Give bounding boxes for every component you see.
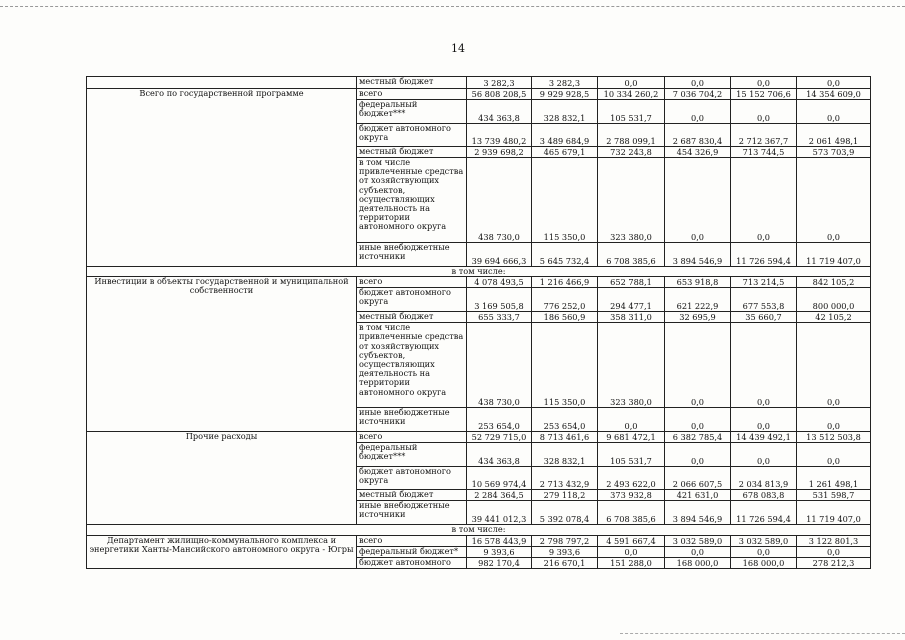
value-cell: 13 739 480,2 — [467, 124, 532, 147]
value-cell: 3 169 505,8 — [467, 288, 532, 312]
table-body — [87, 77, 871, 569]
value-cell: 621 222,9 — [665, 288, 731, 312]
value-cell: 358 311,0 — [598, 312, 665, 323]
row-label: бюджет автономного округа — [357, 288, 467, 312]
value-cell: 732 243,8 — [598, 147, 665, 158]
value-cell: 373 932,8 — [598, 490, 665, 501]
value-cell: 0,0 — [731, 547, 797, 558]
value-cell: 14 354 609,0 — [797, 89, 871, 100]
value-cell: 168 000,0 — [665, 558, 731, 569]
value-cell: 653 918,8 — [665, 277, 731, 288]
value-cell: 2 687 830,4 — [665, 124, 731, 147]
value-cell: 678 083,8 — [731, 490, 797, 501]
value-cell: 0,0 — [598, 408, 665, 432]
table-row — [87, 432, 871, 443]
value-cell: 0,0 — [665, 100, 731, 124]
section-name: Всего по государственной программе — [87, 89, 357, 267]
value-cell: 32 695,9 — [665, 312, 731, 323]
value-cell: 16 578 443,9 — [467, 536, 532, 547]
value-cell: 13 512 503,8 — [797, 432, 871, 443]
value-cell: 2 712 367,7 — [731, 124, 797, 147]
budget-table — [86, 76, 871, 569]
value-cell: 279 118,2 — [532, 490, 598, 501]
value-cell: 9 681 472,1 — [598, 432, 665, 443]
value-cell: 323 380,0 — [598, 158, 665, 243]
value-cell: 0,0 — [665, 408, 731, 432]
value-cell: 3 282,3 — [532, 77, 598, 89]
value-cell: 5 645 732,4 — [532, 243, 598, 267]
value-cell: 0,0 — [731, 408, 797, 432]
value-cell: 0,0 — [797, 323, 871, 408]
row-label: федеральный бюджет*** — [357, 100, 467, 124]
value-cell: 652 788,1 — [598, 277, 665, 288]
value-cell: 115 350,0 — [532, 158, 598, 243]
value-cell: 0,0 — [731, 77, 797, 89]
value-cell: 454 326,9 — [665, 147, 731, 158]
subheader-row — [87, 525, 871, 536]
value-cell: 328 832,1 — [532, 443, 598, 467]
value-cell: 3 032 589,0 — [731, 536, 797, 547]
value-cell: 465 679,1 — [532, 147, 598, 158]
value-cell: 0,0 — [731, 158, 797, 243]
value-cell: 2 713 432,9 — [532, 467, 598, 490]
value-cell: 7 036 704,2 — [665, 89, 731, 100]
value-cell: 655 333,7 — [467, 312, 532, 323]
value-cell: 278 212,3 — [797, 558, 871, 569]
row-label: федеральный бюджет*** — [357, 443, 467, 467]
value-cell: 421 631,0 — [665, 490, 731, 501]
value-cell: 9 393,6 — [467, 547, 532, 558]
value-cell: 3 894 546,9 — [665, 243, 731, 267]
value-cell: 39 441 012,3 — [467, 501, 532, 525]
value-cell: 323 380,0 — [598, 323, 665, 408]
value-cell: 2 493 622,0 — [598, 467, 665, 490]
value-cell: 39 694 666,3 — [467, 243, 532, 267]
value-cell: 2 788 099,1 — [598, 124, 665, 147]
value-cell: 6 708 385,6 — [598, 243, 665, 267]
value-cell: 216 670,1 — [532, 558, 598, 569]
value-cell: 842 105,2 — [797, 277, 871, 288]
value-cell: 1 261 498,1 — [797, 467, 871, 490]
row-label: всего — [357, 89, 467, 100]
row-label: иные внебюджетные источники — [357, 408, 467, 432]
value-cell: 10 334 260,2 — [598, 89, 665, 100]
value-cell: 14 439 492,1 — [731, 432, 797, 443]
value-cell: 677 553,8 — [731, 288, 797, 312]
value-cell: 0,0 — [731, 323, 797, 408]
row-label: в том числе привлеченные средства от хозяйствующих субъектов, осуществляющих деятельность на территории автономного округа — [357, 158, 467, 243]
value-cell: 2 798 797,2 — [532, 536, 598, 547]
value-cell: 3 282,3 — [467, 77, 532, 89]
value-cell: 328 832,1 — [532, 100, 598, 124]
scan-bottom-edge — [620, 633, 905, 634]
row-label: в том числе привлеченные средства от хозяйствующих субъектов, осуществляющих деятельность на территории автономного округа — [357, 323, 467, 408]
value-cell: 253 654,0 — [532, 408, 598, 432]
value-cell: 168 000,0 — [731, 558, 797, 569]
value-cell: 438 730,0 — [467, 323, 532, 408]
value-cell: 3 122 801,3 — [797, 536, 871, 547]
table-row — [87, 77, 871, 89]
value-cell: 115 350,0 — [532, 323, 598, 408]
row-label: местный бюджет — [357, 147, 467, 158]
value-cell: 0,0 — [797, 158, 871, 243]
value-cell: 52 729 715,0 — [467, 432, 532, 443]
value-cell: 0,0 — [665, 443, 731, 467]
value-cell: 35 660,7 — [731, 312, 797, 323]
value-cell: 4 591 667,4 — [598, 536, 665, 547]
value-cell: 2 066 607,5 — [665, 467, 731, 490]
value-cell: 0,0 — [665, 547, 731, 558]
value-cell: 56 808 208,5 — [467, 89, 532, 100]
value-cell: 11 719 407,0 — [797, 501, 871, 525]
value-cell: 713 214,5 — [731, 277, 797, 288]
value-cell: 2 061 498,1 — [797, 124, 871, 147]
value-cell: 0,0 — [665, 323, 731, 408]
table-row — [87, 277, 871, 288]
scan-top-edge — [0, 6, 905, 7]
value-cell: 10 569 974,4 — [467, 467, 532, 490]
value-cell: 8 713 461,6 — [532, 432, 598, 443]
subheader-text: в том числе: — [87, 525, 871, 536]
value-cell: 3 489 684,9 — [532, 124, 598, 147]
value-cell: 3 032 589,0 — [665, 536, 731, 547]
value-cell: 15 152 706,6 — [731, 89, 797, 100]
value-cell: 0,0 — [665, 158, 731, 243]
value-cell: 5 392 078,4 — [532, 501, 598, 525]
value-cell: 438 730,0 — [467, 158, 532, 243]
subheader-text: в том числе: — [87, 267, 871, 277]
table-row — [87, 536, 871, 547]
value-cell: 776 252,0 — [532, 288, 598, 312]
row-label: иные внебюджетные источники — [357, 243, 467, 267]
value-cell: 434 363,8 — [467, 100, 532, 124]
value-cell: 42 105,2 — [797, 312, 871, 323]
row-label: местный бюджет — [357, 312, 467, 323]
row-label: бюджет автономного округа — [357, 124, 467, 147]
value-cell: 11 726 594,4 — [731, 243, 797, 267]
value-cell: 186 560,9 — [532, 312, 598, 323]
value-cell: 9 929 928,5 — [532, 89, 598, 100]
value-cell: 0,0 — [598, 77, 665, 89]
section-name — [87, 77, 357, 89]
value-cell: 151 288,0 — [598, 558, 665, 569]
value-cell: 9 393,6 — [532, 547, 598, 558]
value-cell: 4 078 493,5 — [467, 277, 532, 288]
row-label: всего — [357, 536, 467, 547]
value-cell: 0,0 — [797, 77, 871, 89]
row-label: местный бюджет — [357, 77, 467, 89]
value-cell: 253 654,0 — [467, 408, 532, 432]
value-cell: 2 034 813,9 — [731, 467, 797, 490]
value-cell: 0,0 — [797, 100, 871, 124]
row-label: бюджет автономного округа — [357, 467, 467, 490]
value-cell: 0,0 — [797, 408, 871, 432]
value-cell: 982 170,4 — [467, 558, 532, 569]
row-label: всего — [357, 277, 467, 288]
value-cell: 0,0 — [598, 547, 665, 558]
value-cell: 2 939 698,2 — [467, 147, 532, 158]
row-label: бюджет автономного — [357, 558, 467, 569]
value-cell: 11 719 407,0 — [797, 243, 871, 267]
row-label: всего — [357, 432, 467, 443]
value-cell: 0,0 — [797, 443, 871, 467]
value-cell: 800 000,0 — [797, 288, 871, 312]
value-cell: 713 744,5 — [731, 147, 797, 158]
value-cell: 0,0 — [731, 443, 797, 467]
table-row — [87, 89, 871, 100]
value-cell: 105 531,7 — [598, 100, 665, 124]
subheader-row — [87, 267, 871, 277]
section-name: Прочие расходы — [87, 432, 357, 525]
value-cell: 531 598,7 — [797, 490, 871, 501]
section-name: Департамент жилищно-коммунального комплекса и энергетики Ханты-Мансийского автономного округа - Югры — [87, 536, 357, 569]
value-cell: 434 363,8 — [467, 443, 532, 467]
value-cell: 11 726 594,4 — [731, 501, 797, 525]
value-cell: 2 284 364,5 — [467, 490, 532, 501]
value-cell: 0,0 — [665, 77, 731, 89]
value-cell: 6 708 385,6 — [598, 501, 665, 525]
value-cell: 0,0 — [731, 100, 797, 124]
value-cell: 1 216 466,9 — [532, 277, 598, 288]
section-name: Инвестиции в объекты государственной и муниципальной собственности — [87, 277, 357, 432]
row-label: местный бюджет — [357, 490, 467, 501]
value-cell: 573 703,9 — [797, 147, 871, 158]
value-cell: 0,0 — [797, 547, 871, 558]
value-cell: 294 477,1 — [598, 288, 665, 312]
value-cell: 105 531,7 — [598, 443, 665, 467]
row-label: федеральный бюджет* — [357, 547, 467, 558]
value-cell: 6 382 785,4 — [665, 432, 731, 443]
value-cell: 3 894 546,9 — [665, 501, 731, 525]
row-label: иные внебюджетные источники — [357, 501, 467, 525]
page-number: 14 — [451, 42, 465, 55]
